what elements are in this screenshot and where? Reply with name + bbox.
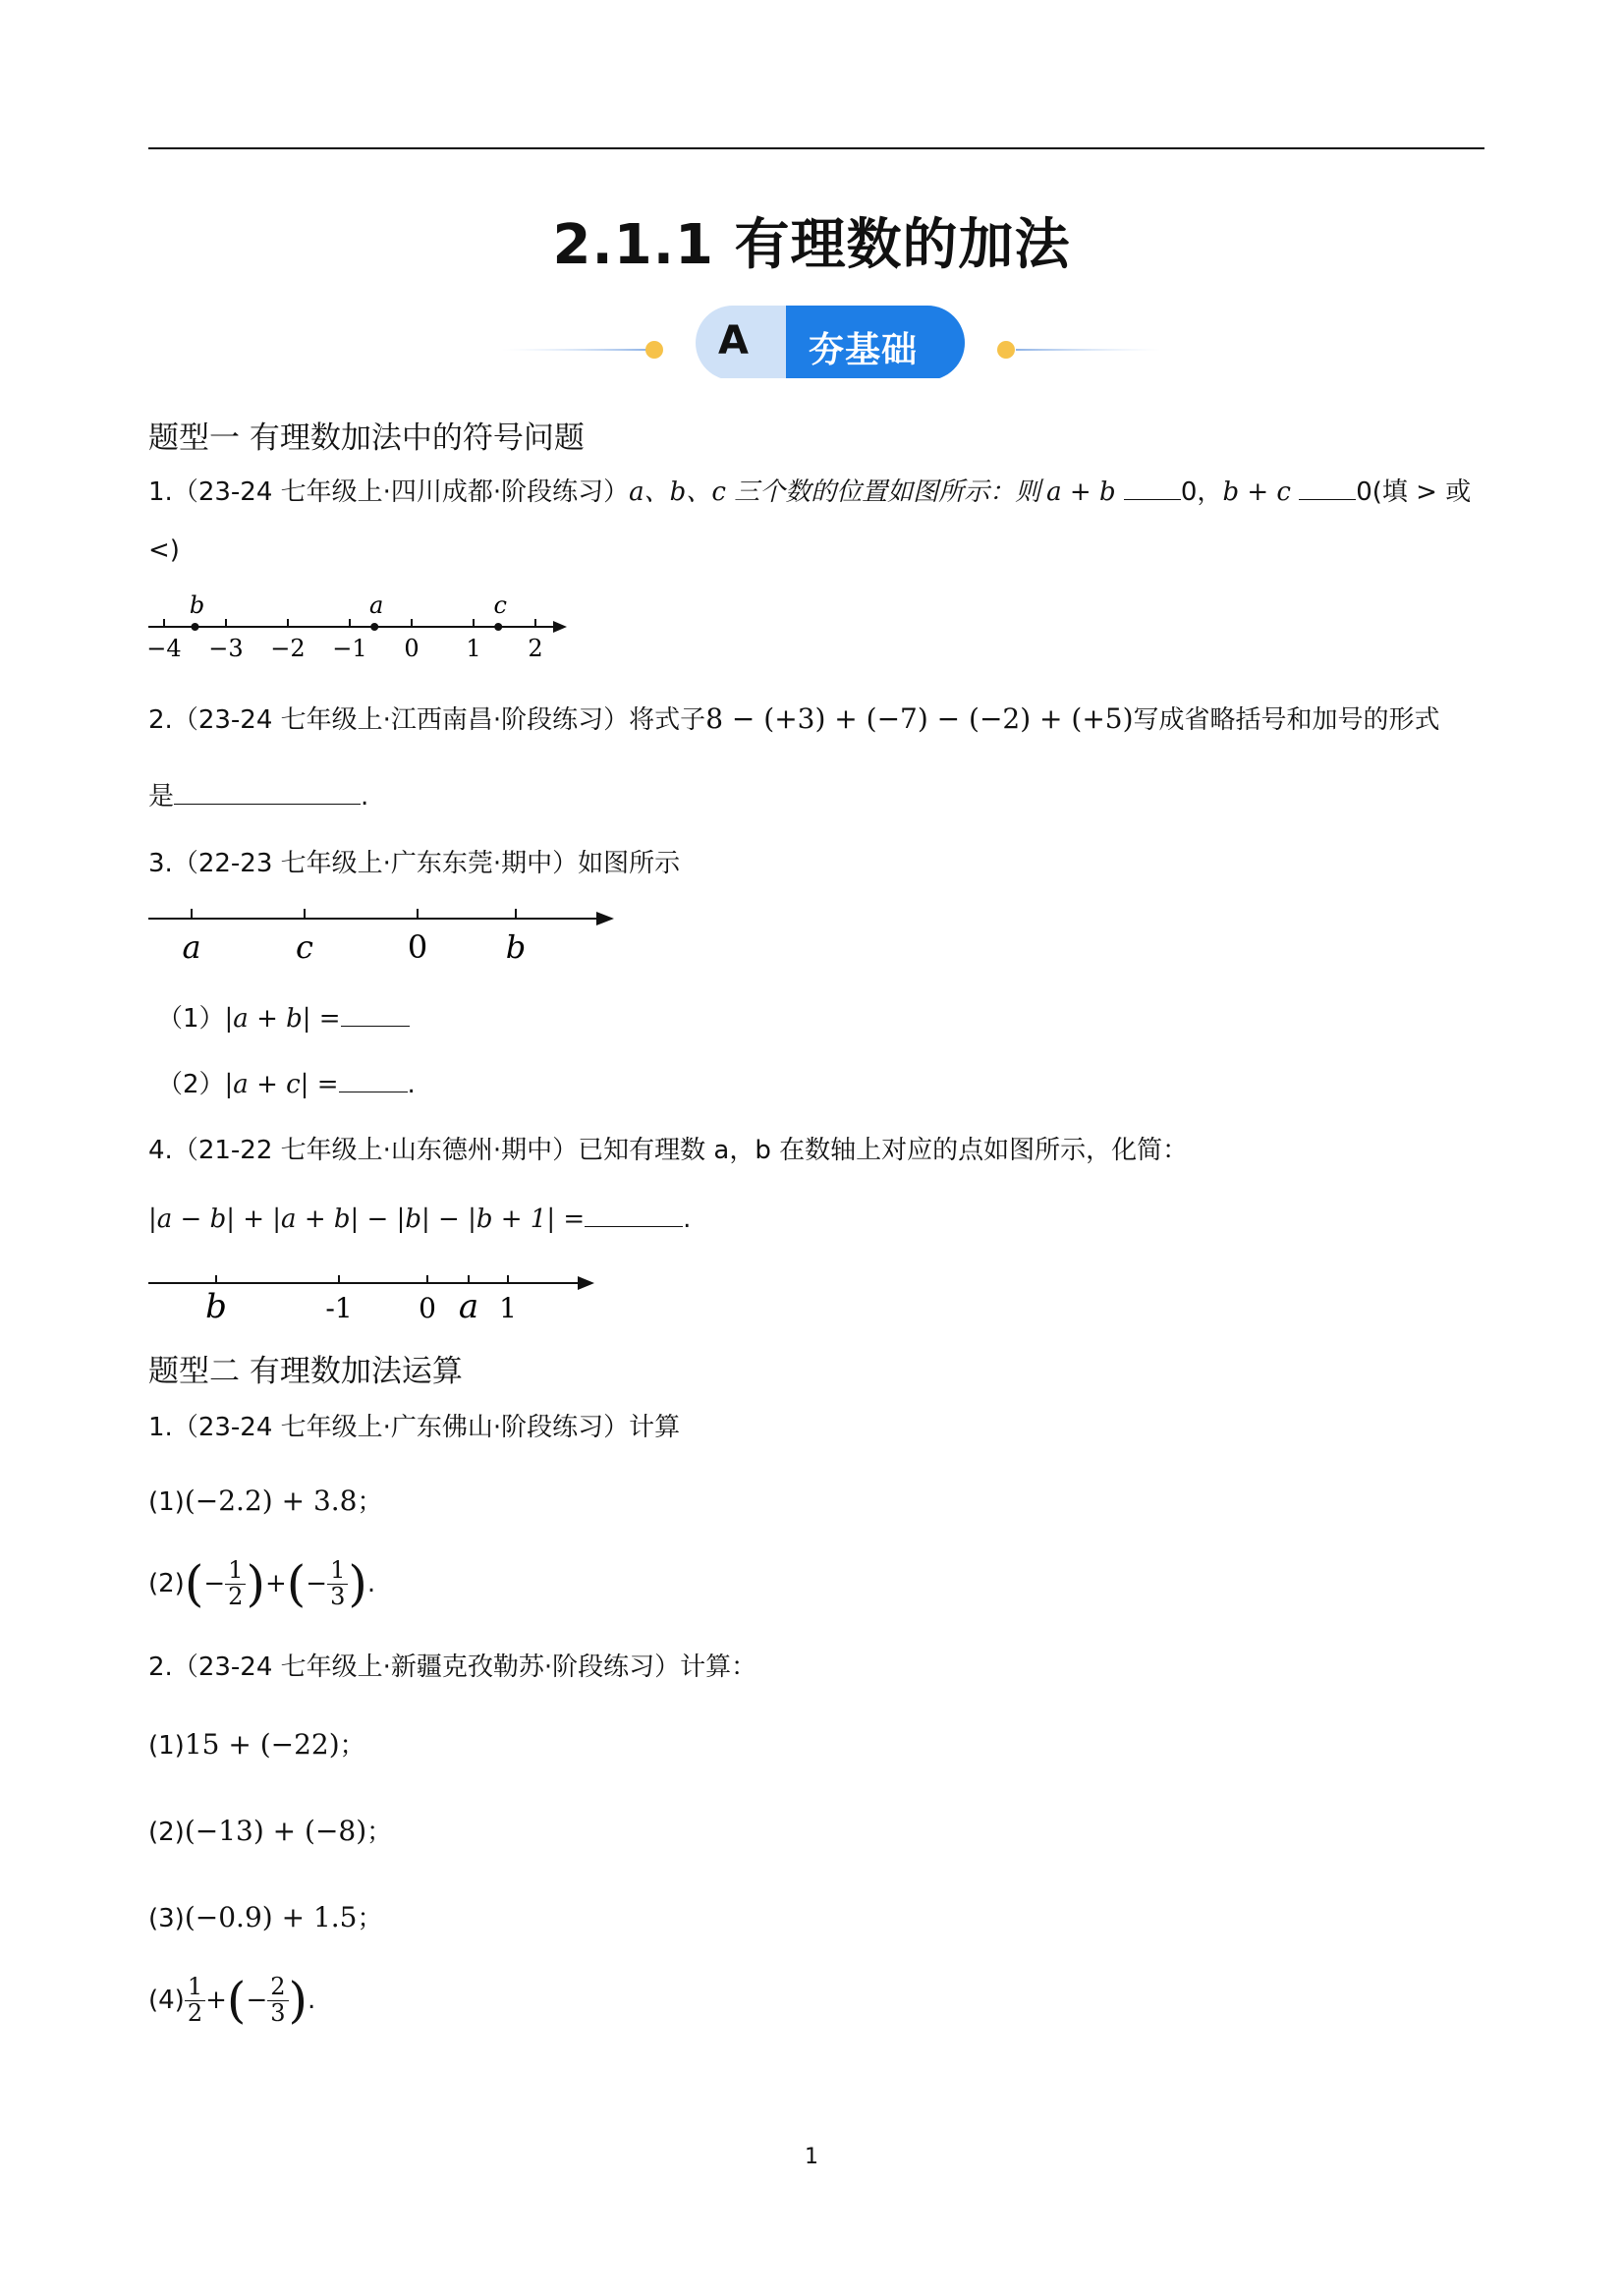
answer-blank [339,1070,408,1092]
question-1-1 [148,472,1471,508]
question-1-4 [148,1130,1188,1166]
question-text: 已知有理数 a，b 在数轴上对应的点如图所示，化简： [578,1136,1189,1165]
axis-tick-label: −4 [146,635,182,662]
question-2-1-part1: (1)(−2.2) + 3.8； [148,1484,383,1517]
question-text: 将式子 [629,705,706,735]
fraction: $\frac{1}{2}$ [185,1975,205,2025]
expression: 8 − (+3) + (−7) − (−2) + (+5) [705,702,1134,735]
point-a [370,623,378,631]
axis-tick-label: -1 [325,1292,353,1324]
axis-tick-label: −1 [332,635,367,662]
question-2-1 [148,1407,680,1443]
question-2-2-part1: (1)15 + (−22)； [148,1728,365,1761]
question-number: 1. [148,1413,173,1442]
expression: |a − b| + |a + b| − |b| − |b + 1| = [148,1204,586,1234]
fraction: $\frac{2}{3}$ [267,1975,288,2025]
page-title: 2.1.1 有理数的加法 [552,213,1071,277]
point-label: b [189,591,205,619]
point-label: c [493,591,507,619]
answer-blank [1124,477,1181,500]
question-1-4-expr: |a − b| + |a + b| − |b| − |b + 1| = . [148,1204,692,1234]
question-source: （23-24 七年级上·江西南昌·阶段练习） [172,705,630,735]
banner-label: 夯基础 [809,330,919,370]
question-number: 3. [148,849,173,878]
expression: (−2.2) + 3.8 [184,1484,358,1517]
axis-tick-label: 1 [499,1292,517,1324]
question-text: 写成省略括号和加号的形式 [1133,705,1440,735]
question-text: 如图所示 [578,849,681,878]
question-1-3-part1: （1）|a + b| = [157,998,410,1035]
axis-tick-label: 1 [466,635,481,662]
expression: 15 + (−22) [184,1728,340,1761]
answer-blank [1299,477,1356,500]
point-c [494,623,502,631]
question-source: （23-24 七年级上·四川成都·阶段练习） [172,477,630,507]
question-2-1-part2: (2) ( − $\frac{1}{2}$ ) + ( − $\frac{1}{3}$ ) . [148,1555,376,1612]
axis-tick-label: a [182,928,201,966]
expression: b + c [1222,477,1291,507]
question-text: 计算 [629,1413,681,1442]
answer-blank [174,782,361,805]
question-1-2-line2: 是 . [148,782,369,812]
number-line-q4 [142,1262,604,1326]
question-number: 4. [148,1136,173,1165]
number-line-q3 [142,899,634,973]
section-heading-1: 题型一 有理数加法中的符号问题 [148,420,585,456]
answer-blank [341,1004,410,1027]
question-source: （22-23 七年级上·广东东莞·期中） [172,849,579,878]
expression: |a + b| = [224,1004,341,1034]
question-1-3 [148,843,680,879]
point-label: a [369,591,384,619]
expression: (−13) + (−8) [184,1815,367,1847]
question-2-2-part3: (3)(−0.9) + 1.5； [148,1901,383,1933]
text: 0(填 > 或 [1356,477,1472,507]
axis-tick-label: a [458,1287,479,1326]
axis-tick-label: −2 [270,635,306,662]
axis-tick-label: 0 [404,635,420,662]
question-2-2-part4: (4) $\frac{1}{2}$ + ( − $\frac{2}{3}$ ) . [148,1972,316,2029]
question-1-1-line2: <) [148,535,180,565]
question-number: 1. [148,477,173,507]
axis-tick-label: 0 [407,928,428,966]
question-2-2-part2: (2)(−13) + (−8)； [148,1815,393,1847]
expression: (−0.9) + 1.5 [184,1901,358,1933]
axis-tick-label: b [505,928,527,966]
question-source: （23-24 七年级上·广东佛山·阶段练习） [172,1413,630,1442]
banner-letter: A [718,318,749,364]
fraction: $\frac{1}{3}$ [327,1558,348,1608]
axis-tick-label: 2 [528,635,543,662]
page-number: 1 [805,2145,818,2169]
question-2-2 [148,1647,756,1683]
section-heading-2: 题型二 有理数加法运算 [148,1354,463,1389]
point-b [192,623,199,631]
question-source: （23-24 七年级上·新疆克孜勒苏·阶段练习） [172,1652,681,1682]
question-text: a、b、c 三个数的位置如图所示：则 [629,477,1041,507]
expression: a + b [1046,477,1116,507]
expression: |a + c| = [224,1070,339,1099]
number-line-q1 [142,589,585,668]
question-number: 2. [148,705,173,735]
header-rule [148,147,1484,149]
fraction: $\frac{1}{2}$ [225,1558,246,1608]
question-1-2 [148,700,1440,736]
question-number: 2. [148,1652,173,1682]
question-source: （21-22 七年级上·山东德州·期中） [172,1136,579,1165]
axis-tick-label: −3 [208,635,244,662]
axis-tick-label: 0 [419,1292,436,1324]
question-text: 计算： [680,1652,757,1682]
question-1-3-part2: （2）|a + c| = . [157,1070,416,1099]
axis-tick-label: b [205,1287,227,1326]
answer-blank [585,1204,683,1227]
text: 0， [1180,477,1223,507]
axis-tick-label: c [296,928,313,966]
